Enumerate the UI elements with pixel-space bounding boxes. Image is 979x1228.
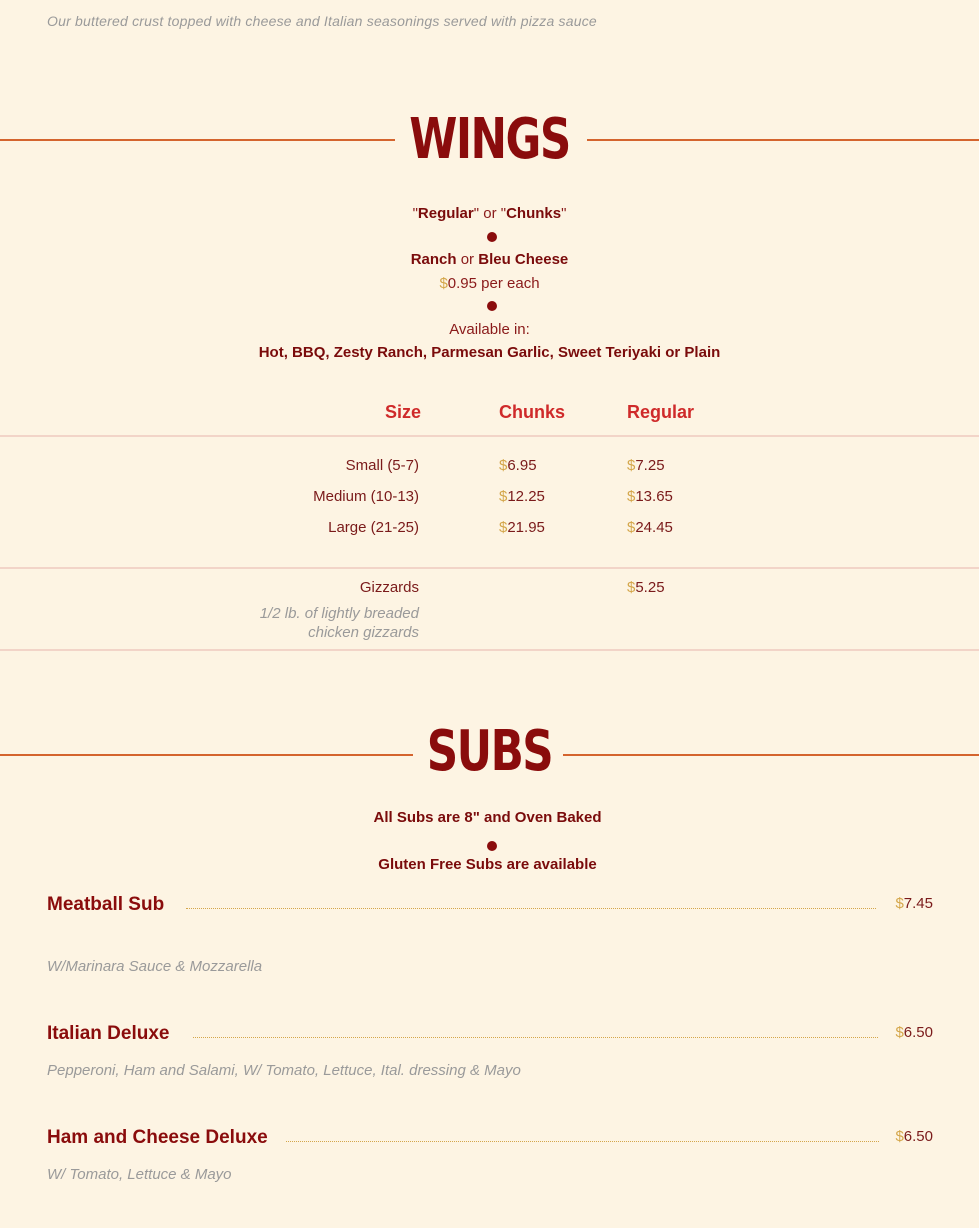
gizzards-description: 1/2 lb. of lightly breaded chicken gizzards xyxy=(259,605,419,641)
menu-item-name: Italian Deluxe xyxy=(47,1023,170,1044)
pizza-item-description: Our buttered crust topped with cheese and Italian seasonings served with pizza sauce xyxy=(47,13,597,29)
menu-item-price: $6.50 xyxy=(895,1024,933,1041)
table-divider xyxy=(0,435,979,437)
style-regular: Regular xyxy=(417,205,474,222)
menu-item-description: Pepperoni, Ham and Salami, W/ Tomato, Lettuce, Ital. dressing & Mayo xyxy=(47,1062,521,1079)
wings-flavors: Hot, BBQ, Zesty Ranch, Parmesan Garlic, Sweet Teriyaki or Plain xyxy=(258,344,721,361)
col-header-chunks: Chunks xyxy=(499,402,566,422)
chunks-price: $21.95 xyxy=(499,519,545,536)
dressing-bleu-cheese: Bleu Cheese xyxy=(478,251,569,268)
subs-section-title: SUBS xyxy=(426,719,553,784)
wings-dressing-price: $0.95 per each xyxy=(439,275,540,292)
separator-dot xyxy=(487,232,497,242)
subs-note-oven: All Subs are 8" and Oven Baked xyxy=(373,809,602,826)
chunks-price: $12.25 xyxy=(499,488,545,505)
menu-item-price: $6.50 xyxy=(895,1128,933,1145)
menu-item-name: Ham and Cheese Deluxe xyxy=(47,1127,268,1148)
menu-item-description: W/ Tomato, Lettuce & Mayo xyxy=(47,1166,232,1183)
subs-note-gluten-free: Gluten Free Subs are available xyxy=(378,856,597,873)
size-cell: Small (5-7) xyxy=(345,457,419,474)
separator-dot xyxy=(487,841,497,851)
wings-section-title: WINGS xyxy=(409,107,570,172)
regular-price: $24.45 xyxy=(627,519,673,536)
wings-style-line: "Regular" or "Chunks" xyxy=(412,205,567,222)
table-divider xyxy=(0,567,979,569)
regular-price: $7.25 xyxy=(627,457,665,474)
size-cell: Large (21-25) xyxy=(328,519,419,536)
col-header-regular: Regular xyxy=(627,402,695,422)
col-header-size: Size xyxy=(385,402,422,422)
price-leader xyxy=(193,1037,878,1038)
menu-item-description: W/Marinara Sauce & Mozzarella xyxy=(47,958,263,975)
table-divider xyxy=(0,649,979,651)
dressing-ranch: Ranch xyxy=(410,251,457,268)
style-chunks: Chunks xyxy=(506,205,562,222)
menu-item-name: Meatball Sub xyxy=(47,894,165,915)
regular-price: $13.65 xyxy=(627,488,673,505)
gizzards-name: Gizzards xyxy=(359,579,419,596)
gizzards-price: $5.25 xyxy=(627,579,665,596)
price-leader xyxy=(186,908,876,909)
menu-item-price: $7.45 xyxy=(895,895,933,912)
wings-available-label: Available in: xyxy=(449,321,530,338)
separator-dot xyxy=(487,301,497,311)
chunks-price: $6.95 xyxy=(499,457,537,474)
wings-dressing-line: Ranch or Bleu Cheese xyxy=(410,251,569,268)
price-leader xyxy=(286,1141,879,1142)
size-cell: Medium (10-13) xyxy=(313,488,419,505)
